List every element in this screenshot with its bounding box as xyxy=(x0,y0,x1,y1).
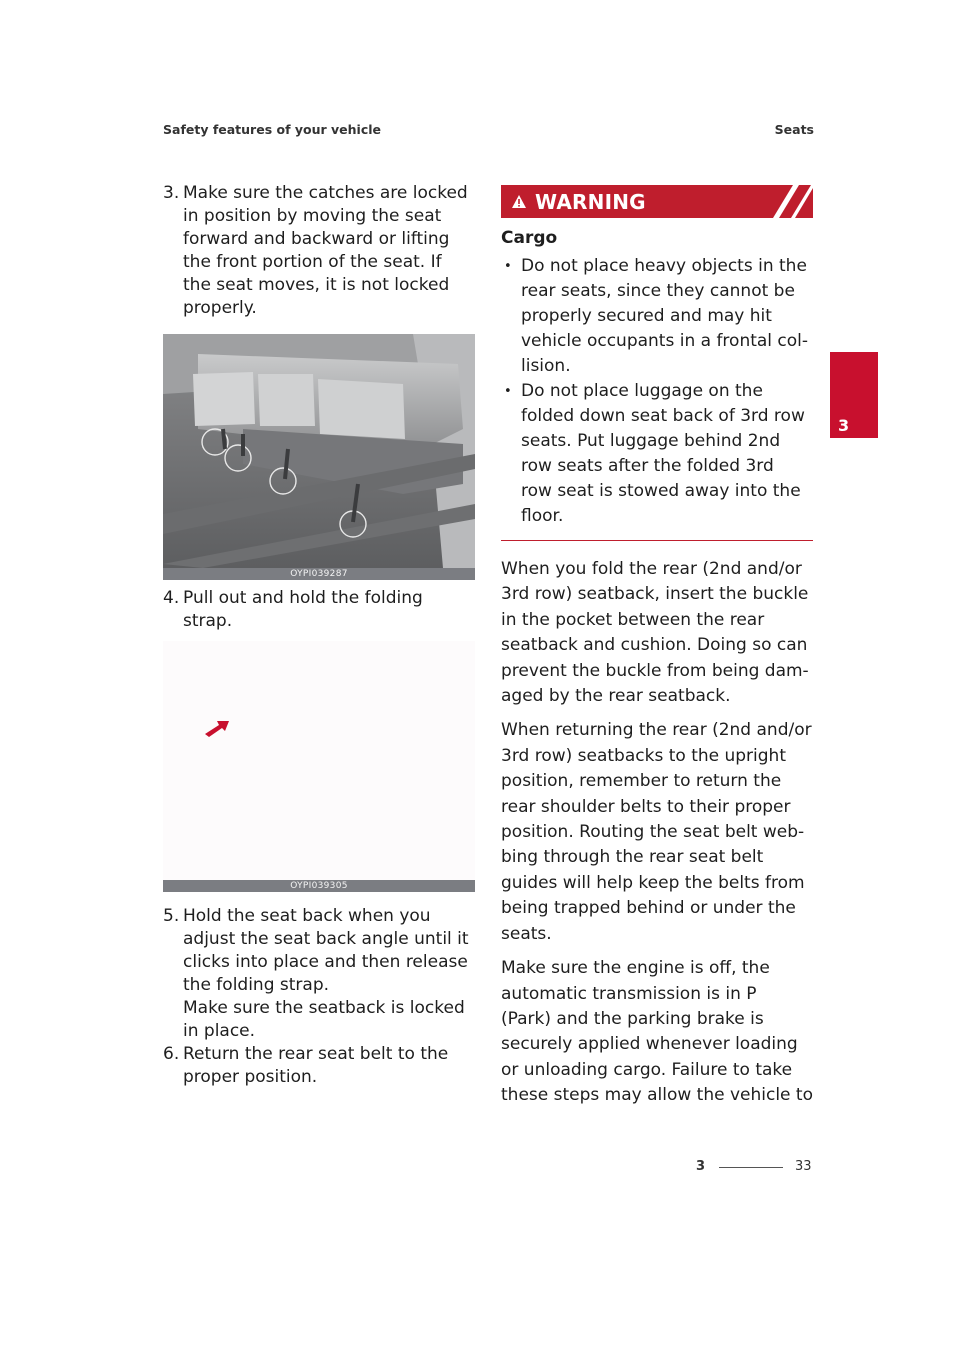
step-number: 4. xyxy=(163,588,180,608)
warning-bullets xyxy=(501,254,813,529)
folding-strap-illustration xyxy=(163,641,475,880)
para-line: in the pocket between the rear xyxy=(501,609,765,630)
figure-code: OYPI039287 xyxy=(163,568,475,580)
step-line: in position by moving the seat xyxy=(183,206,442,226)
footer-divider xyxy=(719,1167,783,1168)
folding-strap-figure xyxy=(163,641,475,892)
step-line: properly. xyxy=(183,298,257,318)
running-header-topic: Seats xyxy=(774,122,814,137)
warning-title: Cargo xyxy=(501,228,558,248)
para-line: 3rd row) seatback, insert the buckle xyxy=(501,584,809,605)
decorative-slashes xyxy=(759,185,813,218)
seat-latch-photo xyxy=(163,334,475,568)
para-line: guides will help keep the belts from xyxy=(501,872,805,893)
para-line: seats. xyxy=(501,923,552,944)
footer-section-number: 3 xyxy=(696,1159,706,1174)
bullet-line: row seats after the folded 3rd xyxy=(521,456,774,476)
figure-code: OYPI039305 xyxy=(163,880,475,892)
step-5 xyxy=(163,905,475,1043)
bullet-line: • Do not place luggage on the xyxy=(521,381,763,401)
step-6 xyxy=(163,1043,475,1089)
seat-latch-figure xyxy=(163,334,475,580)
step-line: the seat moves, it is not locked xyxy=(183,275,450,295)
step-line: the front portion of the seat. If xyxy=(183,252,442,272)
running-header-section: Safety features of your vehicle xyxy=(163,122,381,137)
step-3 xyxy=(163,182,475,320)
para-line: Make sure the engine is off, the xyxy=(501,958,770,979)
bullet-item xyxy=(501,379,813,529)
para-line: When returning the rear (2nd and/or xyxy=(501,720,812,741)
para-line: being trapped behind or under the xyxy=(501,898,796,919)
para-line: securely applied whenever loading xyxy=(501,1034,798,1055)
step-line: adjust the seat back angle until it xyxy=(183,929,469,949)
bullet-line: row seat is stowed away into the xyxy=(521,481,801,501)
right-column xyxy=(501,185,813,1109)
step-line: Make sure the catches are locked xyxy=(183,183,468,203)
chapter-tab-number: 3 xyxy=(838,416,850,435)
footer-page-number: 33 xyxy=(795,1159,812,1174)
paragraph-buckle xyxy=(501,557,813,709)
step-number: 5. xyxy=(163,906,180,926)
step-line: Hold the seat back when you xyxy=(183,906,431,926)
para-line: bing through the rear seat belt xyxy=(501,847,764,868)
bullet-line: seats. Put luggage behind 2nd xyxy=(521,431,781,451)
para-line: prevent the buckle from being dam- xyxy=(501,660,809,681)
step-line: Make sure the seatback is locked xyxy=(183,998,465,1018)
para-line: position. Routing the seat belt web- xyxy=(501,822,805,843)
step-line: forward and backward or lifting xyxy=(183,229,450,249)
bullet-line: rear seats, since they cannot be xyxy=(521,281,795,301)
step-line: Pull out and hold the folding strap. xyxy=(183,588,423,631)
bullet-line: properly secured and may hit xyxy=(521,306,772,326)
step-line: the folding strap. xyxy=(183,975,330,995)
bullet-item xyxy=(501,254,813,379)
para-line: position, remember to return the xyxy=(501,771,782,792)
bullet-line: lision. xyxy=(521,356,571,376)
para-line: When you fold the rear (2nd and/or xyxy=(501,559,802,579)
para-line: (Park) and the parking brake is xyxy=(501,1008,764,1029)
step-line: clicks into place and then release xyxy=(183,952,468,972)
step-number: 3. xyxy=(163,183,180,203)
para-line: 3rd row) seatbacks to the upright xyxy=(501,745,786,766)
bullet-line: vehicle occupants in a frontal col- xyxy=(521,331,809,351)
paragraph-shoulder-belts xyxy=(501,718,813,947)
bullet-line: folded down seat back of 3rd row xyxy=(521,406,805,426)
step-number: 6. xyxy=(163,1044,180,1064)
warning-banner xyxy=(501,185,813,218)
bullet-line: • Do not place heavy objects in the xyxy=(521,256,807,276)
step-line: Return the rear seat belt to the xyxy=(183,1044,449,1064)
paragraph-cargo-safety xyxy=(501,956,813,1108)
para-line: these steps may allow the vehicle to xyxy=(501,1085,813,1106)
step-line: proper position. xyxy=(183,1067,318,1087)
bullet-line: floor. xyxy=(521,506,564,526)
step-line: in place. xyxy=(183,1021,256,1041)
para-line: or unloading cargo. Failure to take xyxy=(501,1059,793,1080)
para-line: rear shoulder belts to their proper xyxy=(501,796,791,817)
warning-triangle-icon xyxy=(511,194,527,209)
para-line: automatic transmission is in P xyxy=(501,983,757,1004)
left-column xyxy=(163,182,475,1089)
step-4 xyxy=(163,587,475,633)
para-line: seatback and cushion. Doing so can xyxy=(501,635,808,656)
warning-label: WARNING xyxy=(535,190,646,214)
para-line: aged by the rear seatback. xyxy=(501,686,731,707)
warning-end-rule xyxy=(501,540,813,541)
